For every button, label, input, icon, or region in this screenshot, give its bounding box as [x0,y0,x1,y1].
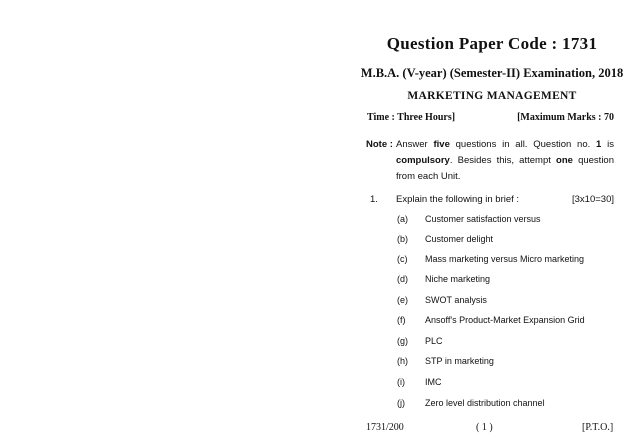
sub-question-text: Customer satisfaction versus [425,214,541,224]
footer-paper-code: 1731/200 [366,422,404,433]
sub-question-text: Customer delight [425,234,494,244]
sub-question-text: SWOT analysis [425,295,487,305]
note-emphasis: five [433,139,450,150]
note-emphasis: one [556,155,573,166]
note-text-part: questions in all. Question no. [449,139,597,150]
sub-question-text: PLC [425,336,443,346]
sub-question-letter: (g) [397,336,408,346]
paper-code-title: Question Paper Code : 1731 [386,34,598,53]
sub-question-text: STP in marketing [425,356,494,366]
subject-title: MARKETING MANAGEMENT [407,90,577,102]
note-text [396,137,614,185]
note-text-part: . Besides this, attempt [449,155,557,166]
sub-question-letter: (f) [397,315,406,325]
sub-question-letter: (a) [397,214,408,224]
sub-question-text: IMC [425,377,442,387]
footer-page-number: ( 1 ) [476,422,493,433]
sub-question-letter: (h) [397,356,408,366]
note-text-part: question from each Unit. [396,155,614,182]
note-emphasis: compulsory [396,155,450,166]
question-marks: [3x10=30] [572,194,614,205]
sub-question-letter: (j) [397,398,405,408]
sub-question-letter: (d) [397,274,408,284]
note-text-part: is [601,139,614,150]
sub-question-text: Niche marketing [425,274,491,284]
sub-question-text: Mass marketing versus Micro marketing [425,254,585,264]
exam-title: M.B.A. (V-year) (Semester-II) Examination, 2018 [360,66,624,80]
sub-question-letter: (e) [397,295,408,305]
sub-question-text: Zero level distribution channel [425,398,545,408]
sub-question-text: Ansoff's Product-Market Expansion Grid [425,315,585,325]
sub-question-letter: (c) [397,254,408,264]
note-label: Note : [366,139,393,150]
sub-question-letter: (i) [397,377,405,387]
maximum-marks: [Maximum Marks : 70 [517,112,614,123]
time-allowed: Time : Three Hours] [367,112,456,123]
question-number: 1. [370,194,378,205]
footer-pto: [P.T.O.] [582,422,614,433]
question-text: Explain the following in brief : [396,194,520,205]
note-text-part: Answer [396,139,434,150]
sub-question-letter: (b) [397,234,408,244]
note-emphasis: 1 [596,139,602,150]
